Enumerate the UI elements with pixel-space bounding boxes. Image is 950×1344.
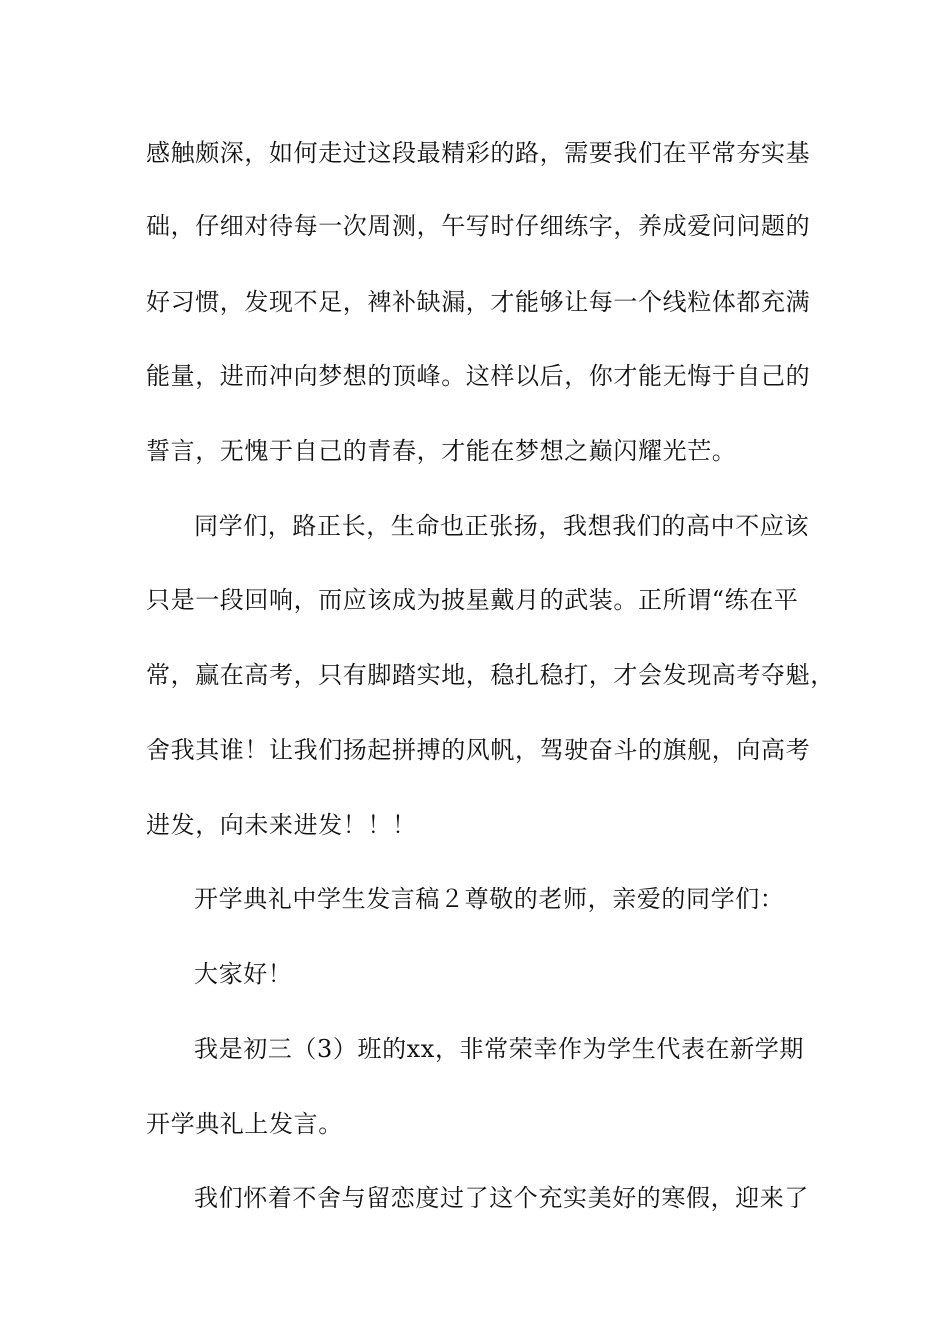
paragraph-line-13: 我是初三（3）班的xx，非常荣幸作为学生代表在新学期 — [194, 1035, 804, 1063]
paragraph-line-1: 感触颇深，如何走过这段最精彩的路，需要我们在平常夯实基 — [146, 139, 811, 167]
paragraph-line-4: 能量，进而冲向梦想的顶峰。这样以后，你才能无悔于自己的 — [146, 362, 811, 390]
speech-title-line: 开学典礼中学生发言稿２尊敬的老师，亲爱的同学们： — [194, 885, 785, 913]
paragraph-line-6: 同学们，路正长，生命也正张扬，我想我们的高中不应该 — [194, 512, 809, 540]
greeting-line: 大家好！ — [194, 960, 293, 988]
paragraph-line-14: 开学典礼上发言。 — [146, 1110, 343, 1138]
paragraph-line-15: 我们怀着不舍与留恋度过了这个充实美好的寒假，迎来了 — [194, 1184, 809, 1212]
paragraph-line-10: 进发，向未来进发！！！ — [146, 811, 417, 839]
paragraph-line-5: 誓言，无愧于自己的青春，才能在梦想之巅闪耀光芒。 — [146, 437, 737, 465]
paragraph-line-9: 舍我其谁！让我们扬起拼搏的风帆，驾驶奋斗的旗舰，向高考 — [146, 736, 811, 764]
paragraph-line-8: 常，赢在高考，只有脚踏实地，稳扎稳打，才会发现高考夺魁， — [146, 661, 835, 689]
paragraph-line-7: 只是一段回响，而应该成为披星戴月的武装。正所谓“练在平 — [146, 586, 799, 614]
paragraph-line-2: 础，仔细对待每一次周测，午写时仔细练字，养成爱问问题的 — [146, 212, 811, 240]
paragraph-line-3: 好习惯，发现不足，裨补缺漏，才能够让每一个线粒体都充满 — [146, 288, 811, 316]
